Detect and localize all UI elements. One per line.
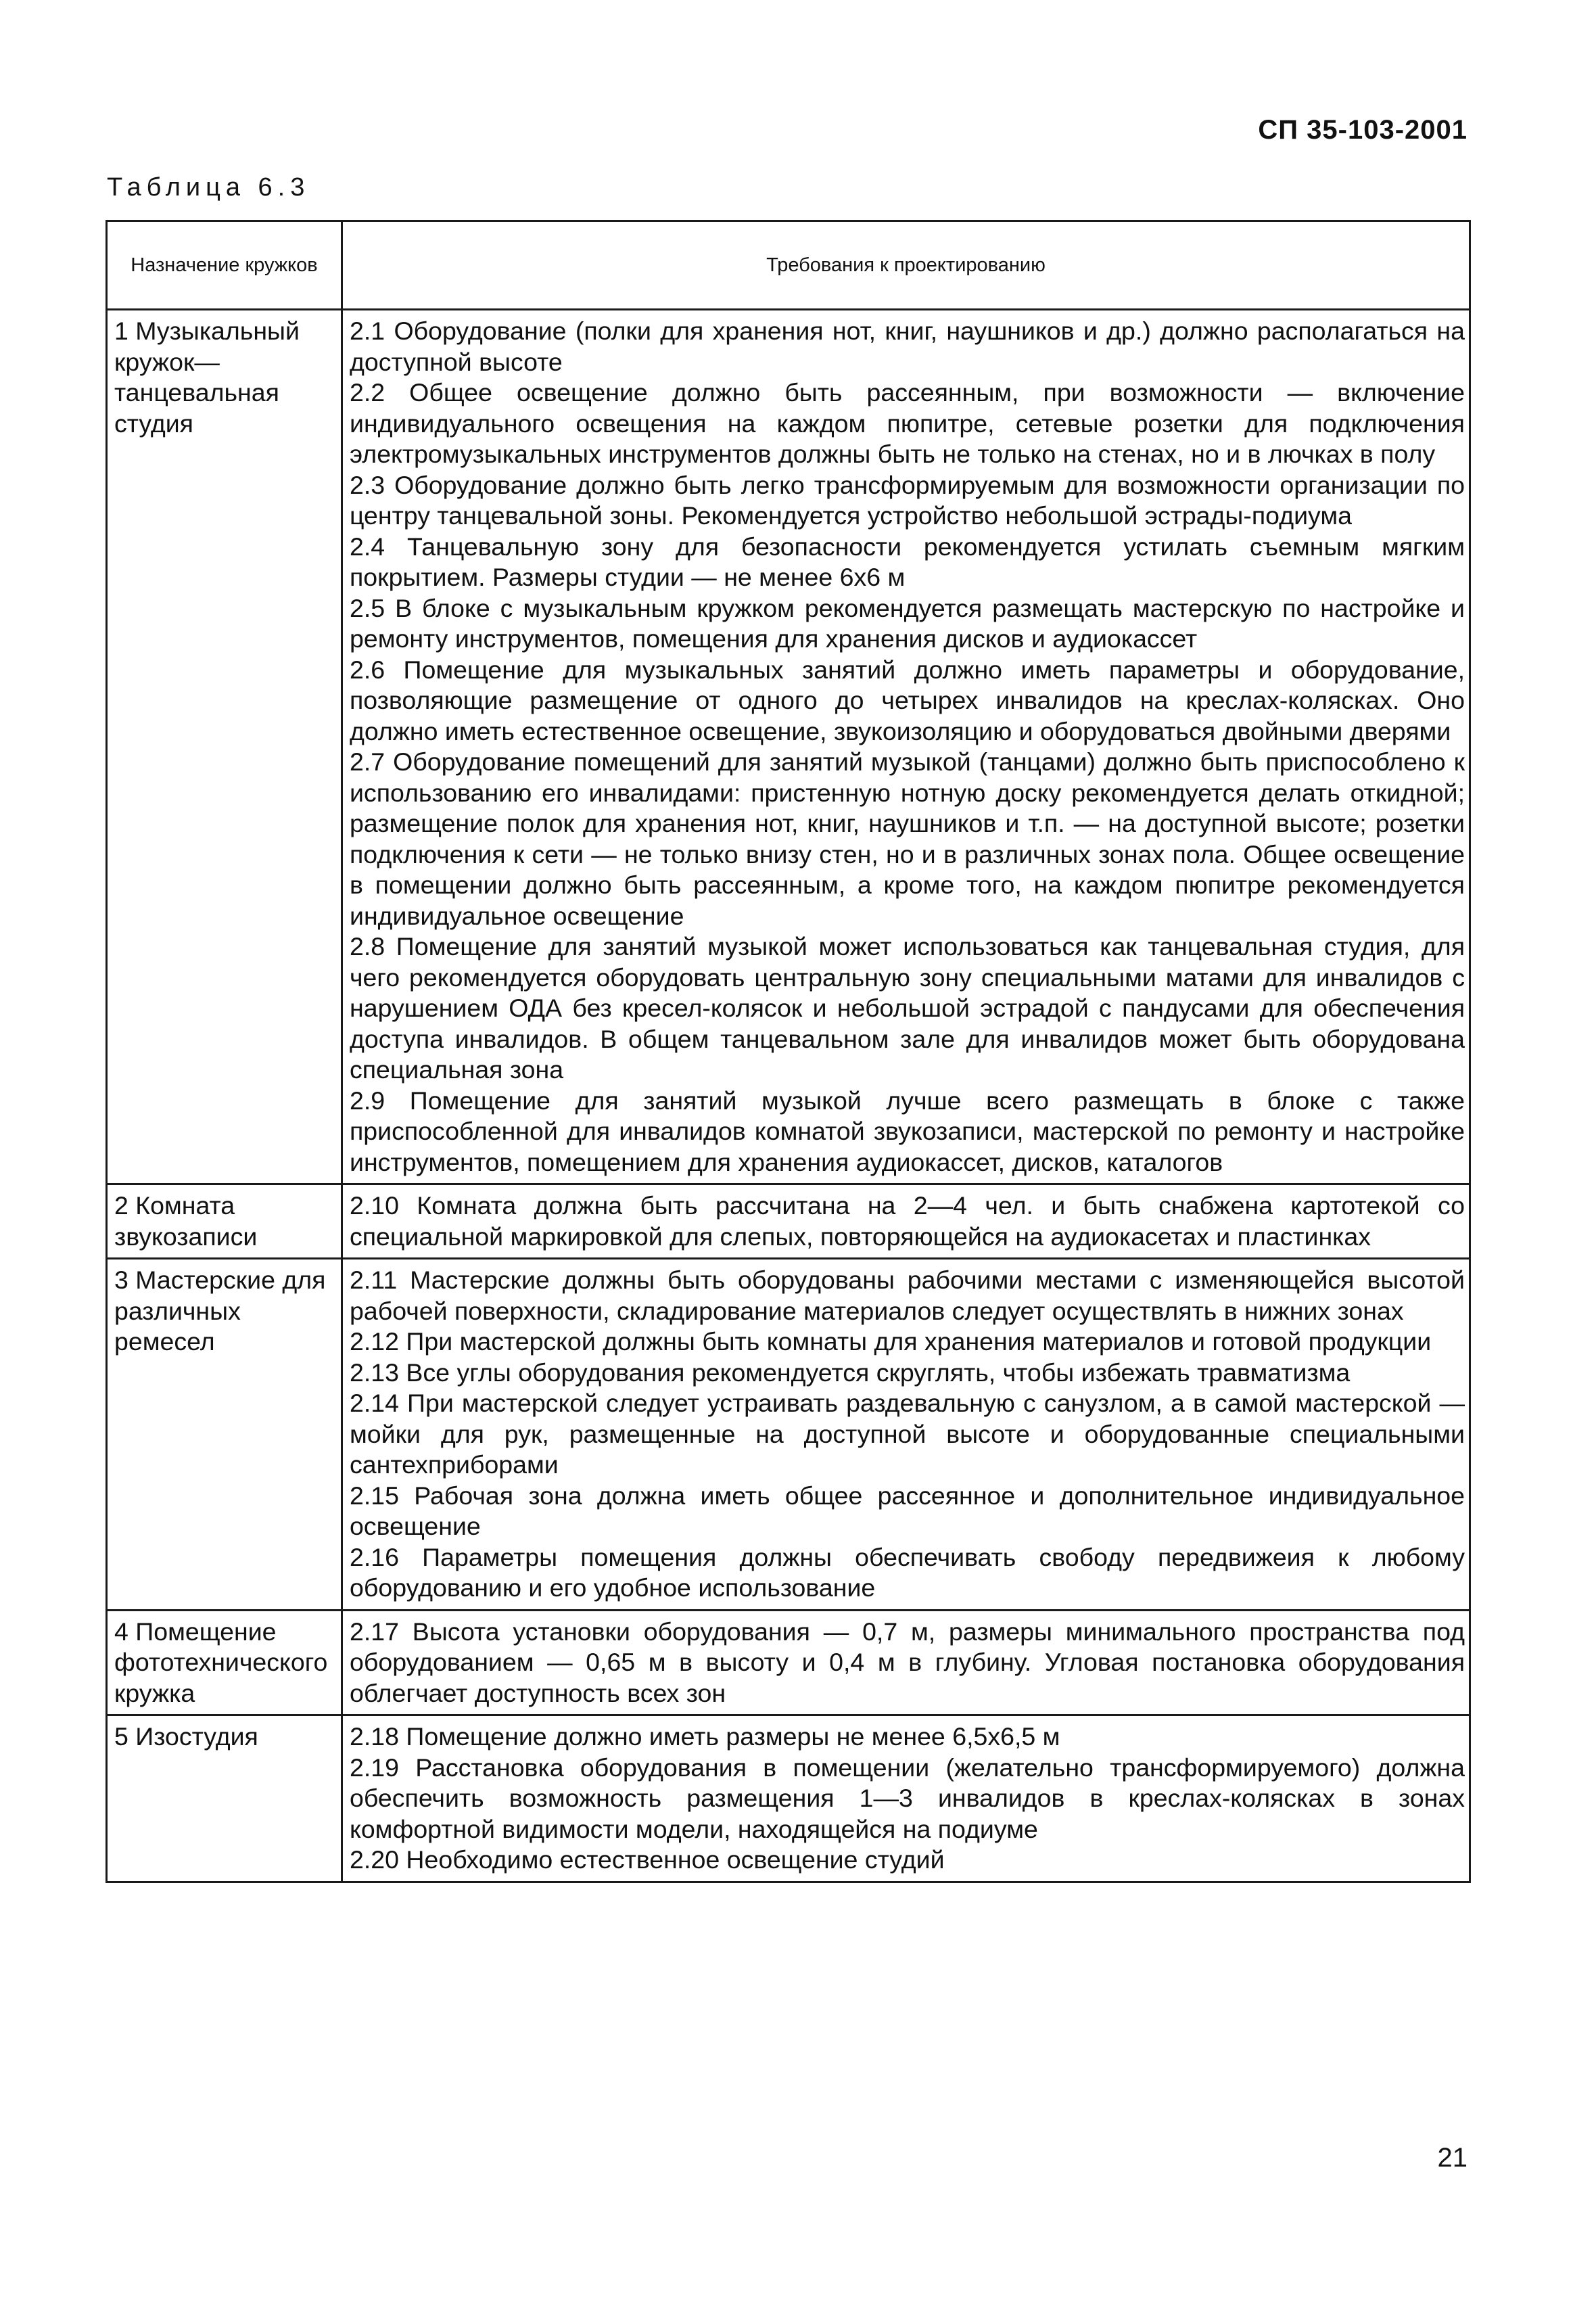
table-row <box>107 310 1470 1184</box>
requirement-item: 2.20 Необходимо естественное освещение студий <box>350 1845 945 1874</box>
table-title: Таблица 6.3 <box>107 173 310 202</box>
requirement-item: 2.11 Мастерские должны быть оборудованы рабочими местами с изменяющейся высотой рабочей поверхности, складирование материалов следует осуществлять в нижних зонах <box>350 1266 1465 1325</box>
requirement-item: 2.13 Все углы оборудования рекомендуется скруглять, чтобы избежать травматизма <box>350 1358 1351 1387</box>
requirements-cell <box>342 1715 1470 1882</box>
requirement-item: 2.5 В блоке с музыкальным кружком рекомендуется размещать мастерскую по настройке и ремонту инструментов, помещения для хранения дисков и аудиокассет <box>350 593 1465 653</box>
requirements-cell <box>342 1610 1470 1715</box>
category-cell: 4 Помещение фототехнического кружка <box>107 1610 342 1715</box>
requirement-item: 2.17 Высота установки оборудования — 0,7 м, размеры минимального пространства под оборудованием — 0,65 м в высоту и 0,4 м в глубину. Угловая постановка оборудования облегчает доступность всех зон <box>350 1617 1465 1707</box>
table-row <box>107 1715 1470 1882</box>
requirement-item: 2.7 Оборудование помещений для занятий музыкой (танцами) должно быть приспособлено к использованию его инвалидами: пристенную нотную доску рекомендуется делать откидной; размещение полок для хранения нот, книг, наушников и т.п. — на доступной высоте; розетки подключения к сети — не только внизу стен, но и в различных зонах пола. Общее освещение в помещении должно быть рассеянным, а кроме того, на каждом пюпитре рекомендуется индивидуальное освещение <box>350 747 1465 930</box>
category-cell: 2 Комната звукозаписи <box>107 1184 342 1259</box>
table-row <box>107 1259 1470 1611</box>
requirement-item: 2.4 Танцевальную зону для безопасности рекомендуется устилать съемным мягким покрытием. Размеры студии — не менее 6х6 м <box>350 532 1465 591</box>
requirements-table <box>105 220 1471 1883</box>
requirement-item: 2.12 При мастерской должны быть комнаты для хранения материалов и готовой продукции <box>350 1327 1432 1356</box>
category-cell: 1 Музыкальный кружок—танцевальная студия <box>107 310 342 1184</box>
requirement-item: 2.16 Параметры помещения должны обеспечивать свободу передвижеия к любому оборудованию и его удобное использование <box>350 1542 1465 1602</box>
table-row <box>107 1610 1470 1715</box>
table-header-row <box>107 221 1470 310</box>
requirement-item: 2.6 Помещение для музыкальных занятий должно иметь параметры и оборудование, позволяющие размещение от одного до четырех инвалидов на креслах-колясках. Оно должно иметь естественное освещение, звукоизоляцию и оборудоваться двойными дверями <box>350 655 1465 745</box>
requirements-cell <box>342 1259 1470 1611</box>
requirement-item: 2.19 Расстановка оборудования в помещении (желательно трансформируемого) должна обеспечить возможность размещения 1—3 инвалидов в креслах-колясках в зонах комфортной видимости модели, находящейся на подиуме <box>350 1753 1465 1843</box>
requirement-item: 2.14 При мастерской следует устраивать раздевальную с санузлом, а в самой мастерской — мойки для рук, размещенные на доступной высоте и оборудованные специальными сантехприборами <box>350 1389 1465 1479</box>
page-number: 21 <box>1437 2143 1468 2173</box>
table-body <box>107 310 1470 1882</box>
category-cell: 3 Мастерские для различных ремесел <box>107 1259 342 1611</box>
requirement-item: 2.10 Комната должна быть рассчитана на 2—4 чел. и быть снабжена картотекой со специальной маркировкой для слепых, повторяющейся на аудиокасетах и пластинках <box>350 1191 1465 1251</box>
column-header-purpose: Назначение кружков <box>107 221 342 310</box>
requirement-item: 2.2 Общее освещение должно быть рассеянным, при возможности — включение индивидуального освещения на каждом пюпитре, сетевые розетки для подключения электромузыкальных инструментов должны быть не только на стенах, но и в лючках в полу <box>350 378 1465 468</box>
table-row <box>107 1184 1470 1259</box>
requirement-item: 2.15 Рабочая зона должна иметь общее рассеянное и дополнительное индивидуальное освещение <box>350 1481 1465 1540</box>
requirements-cell <box>342 310 1470 1184</box>
requirement-item: 2.18 Помещение должно иметь размеры не менее 6,5х6,5 м <box>350 1722 1060 1751</box>
category-cell: 5 Изостудия <box>107 1715 342 1882</box>
document-code: СП 35-103-2001 <box>1258 115 1468 145</box>
requirements-cell <box>342 1184 1470 1259</box>
requirement-item: 2.8 Помещение для занятий музыкой может использоваться как танцевальная студия, для чего рекомендуется оборудовать центральную зону специальными матами для инвалидов с нарушением ОДА без кресел-колясок и небольшой эстрадой с пандусами для обеспечения доступа инвалидов. В общем танцевальном зале для инвалидов может быть оборудована специальная зона <box>350 932 1465 1084</box>
requirement-item: 2.9 Помещение для занятий музыкой лучше всего размещать в блоке с также приспособленной для инвалидов комнатой звукозаписи, мастерской по ремонту и настройке инструментов, помещением для хранения аудиокассет, дисков, каталогов <box>350 1086 1465 1176</box>
requirement-item: 2.1 Оборудование (полки для хранения нот, книг, наушников и др.) должно располагаться на доступной высоте <box>350 317 1465 376</box>
column-header-requirements: Требования к проектированию <box>342 221 1470 310</box>
requirement-item: 2.3 Оборудование должно быть легко трансформируемым для возможности организации по центру танцевальной зоны. Рекомендуется устройство небольшой эстрады-подиума <box>350 470 1465 530</box>
